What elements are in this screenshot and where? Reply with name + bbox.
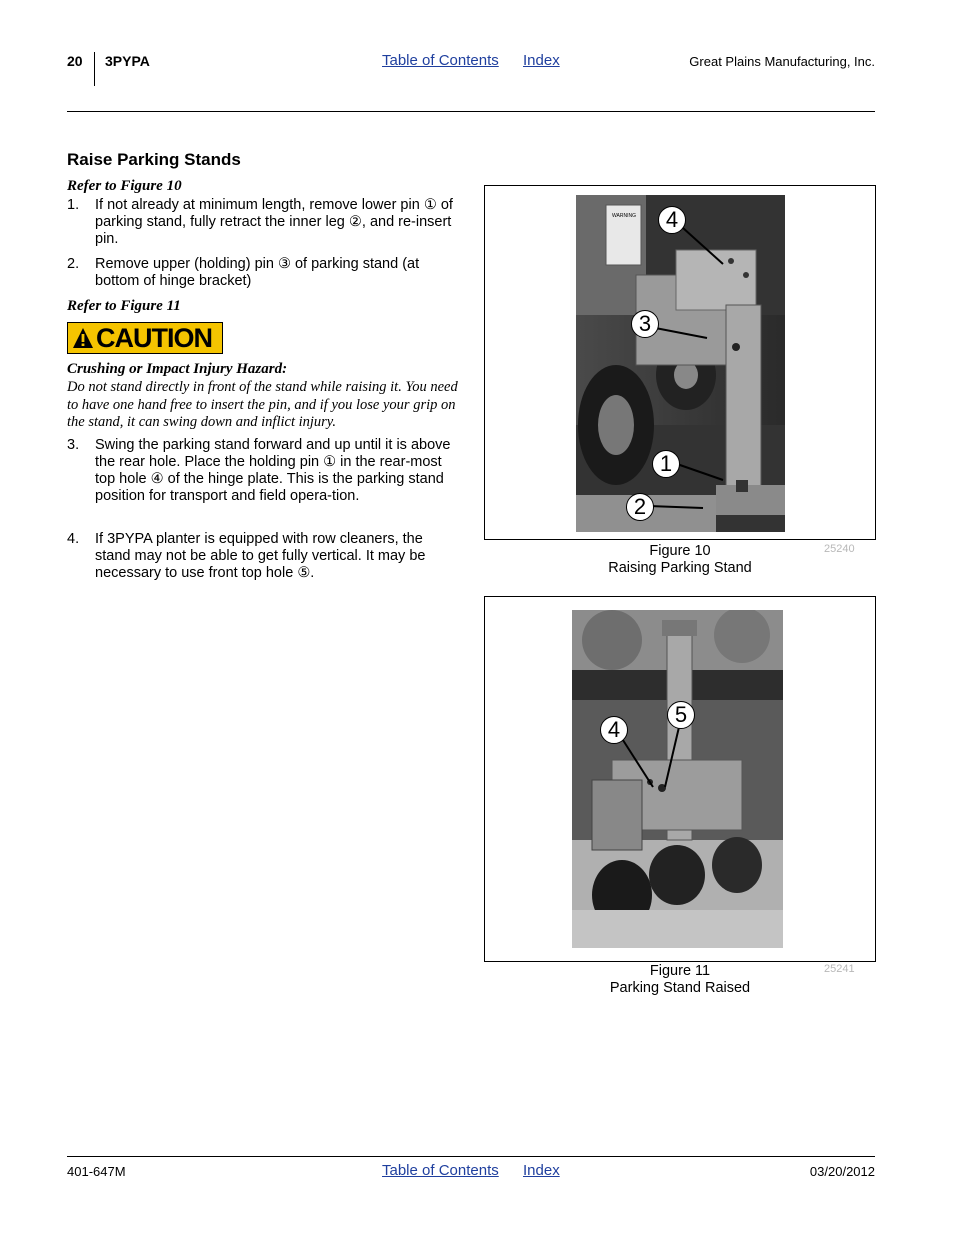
- figure-11-frame: [484, 596, 876, 962]
- footer-rule: [67, 1156, 875, 1157]
- step-text: Swing the parking stand forward and up until it is above the rear hole. Place the holding pin ① in the rear-most top hole ④ of the hinge plate. This is the parking stand position for transport and field opera-tion.: [95, 437, 451, 504]
- step-number: 4.: [67, 531, 80, 547]
- header-rule: [67, 111, 875, 112]
- callout-4: 4: [658, 206, 686, 234]
- step-2: [67, 256, 457, 290]
- figure-11-image-id: 25241: [824, 963, 855, 975]
- callout-3: 3: [631, 310, 659, 338]
- header-divider: [94, 52, 95, 86]
- step-4: [67, 531, 457, 582]
- figure-11-caption-title: Parking Stand Raised: [609, 980, 751, 996]
- hazard-text: Do not stand directly in front of the stand while raising it. You need to have one hand free to insert the pin, and if you lose your grip on the stand, it can swing down and inflict injury.: [67, 379, 458, 430]
- header-index-link[interactable]: Index: [523, 52, 560, 69]
- step-text: If 3PYPA planter is equipped with row cleaners, the stand may not be able to get fully vertical. It may be necessary to use front top hole ⑤.: [95, 531, 426, 581]
- figure-10-caption-title: Raising Parking Stand: [608, 560, 752, 576]
- footer-toc-link[interactable]: Table of Contents: [382, 1162, 499, 1179]
- figure-reference: Refer to Figure 10: [67, 178, 182, 194]
- figure-11-caption-number: Figure 11: [649, 963, 711, 979]
- step-number: 2.: [67, 256, 80, 272]
- callout-1: 1: [652, 450, 680, 478]
- doc-date: 03/20/2012: [809, 1164, 875, 1179]
- doc-number: 401-647M: [67, 1164, 126, 1179]
- decal-text: WARNING: [612, 213, 636, 219]
- model-name: 3PYPA: [105, 53, 150, 69]
- hazard-title: Crushing or Impact Injury Hazard:: [67, 361, 288, 377]
- step-text: Remove upper (holding) pin ③ of parking stand (at bottom of hinge bracket): [95, 256, 420, 289]
- figure-reference: Refer to Figure 11: [67, 298, 181, 314]
- figure-10-image-id: 25240: [824, 543, 855, 555]
- callout-2: 2: [626, 493, 654, 521]
- figure-10-frame: [484, 185, 876, 540]
- company-name: Great Plains Manufacturing, Inc.: [689, 54, 875, 69]
- callout-4: 4: [600, 716, 628, 744]
- warning-triangle-icon: [72, 327, 94, 349]
- step-number: 3.: [67, 437, 80, 453]
- step-text: If not already at minimum length, remove lower pin ① of parking stand, fully retract the inner leg ②, and re-insert pin.: [95, 197, 453, 247]
- step-3: [67, 437, 457, 505]
- section-title: Raise Parking Stands: [67, 150, 241, 169]
- figure-10-caption-number: Figure 10: [649, 543, 711, 559]
- caution-label: [67, 322, 223, 354]
- figure-11-callouts: [485, 597, 875, 961]
- figure-10-callouts: [485, 186, 875, 539]
- callout-5: 5: [667, 701, 695, 729]
- footer-index-link[interactable]: Index: [523, 1162, 560, 1179]
- page-number: 20: [67, 53, 83, 69]
- step-1: [67, 197, 457, 248]
- header-toc-link[interactable]: Table of Contents: [382, 52, 499, 69]
- step-number: 1.: [67, 197, 80, 213]
- caution-text: CAUTION: [96, 323, 212, 353]
